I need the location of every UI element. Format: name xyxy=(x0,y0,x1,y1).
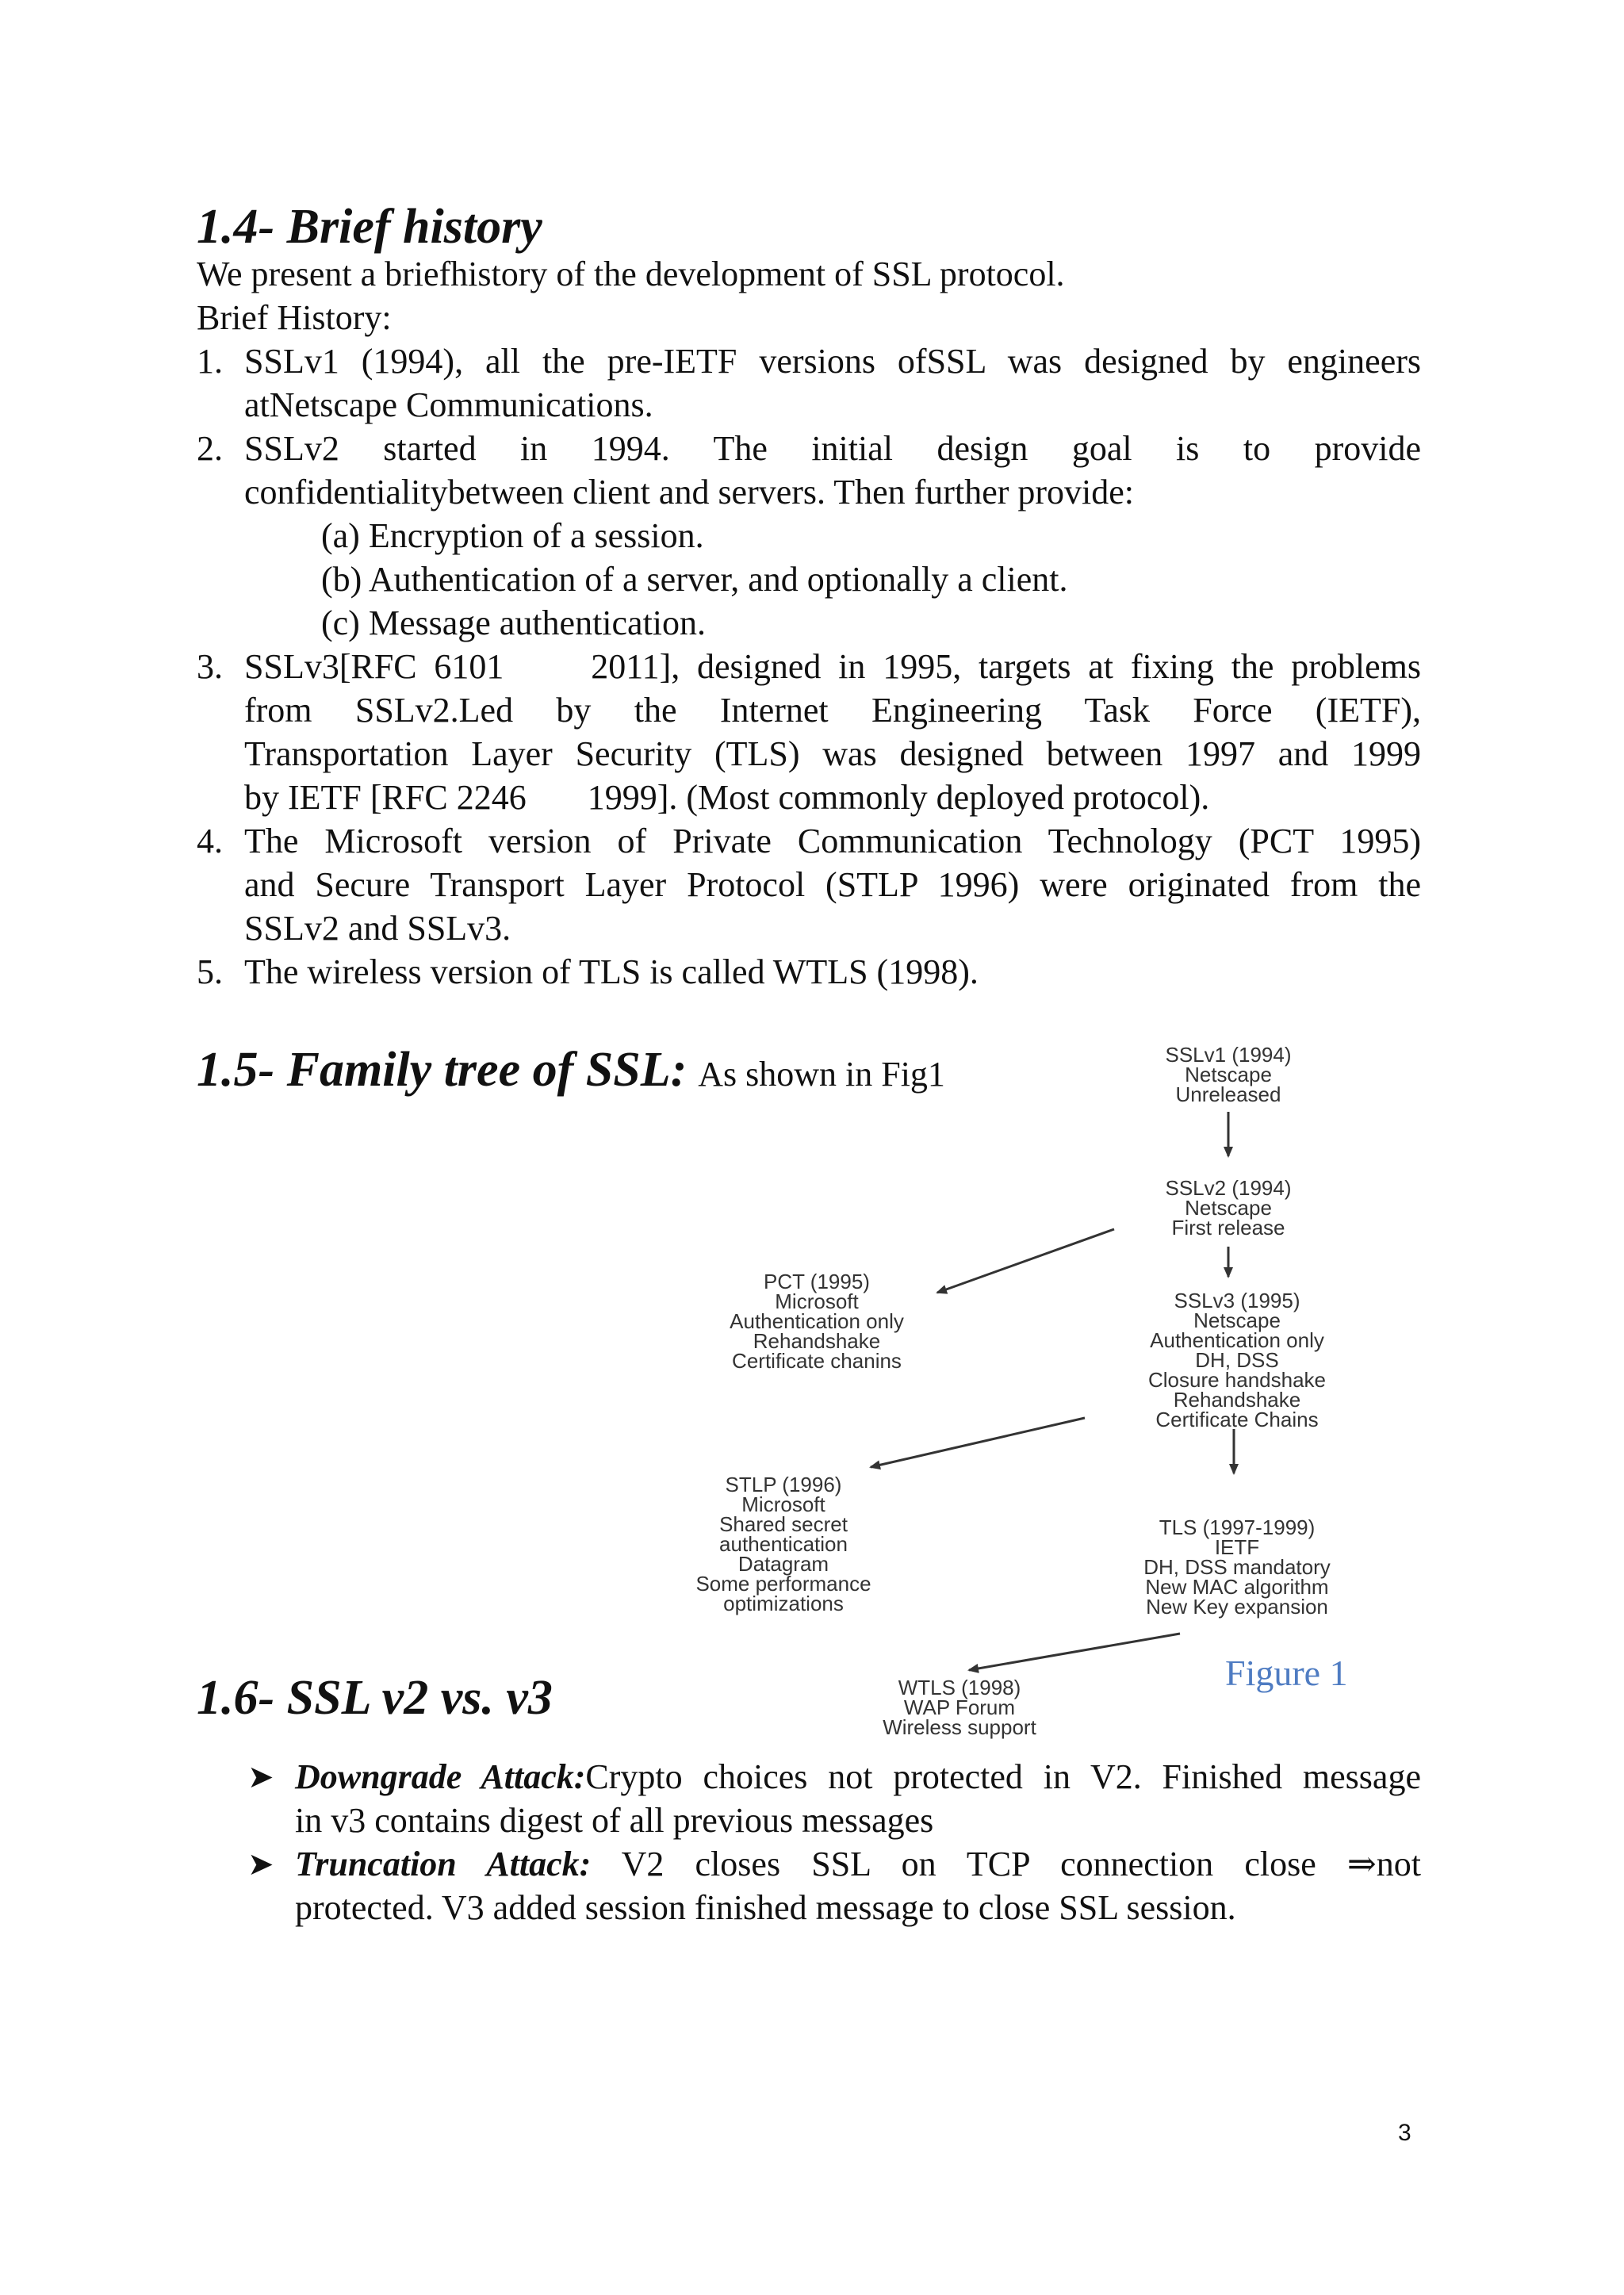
node-line: Certificate chanins xyxy=(732,1349,902,1373)
node-line: New Key expansion xyxy=(1146,1595,1328,1619)
intro-paragraph: We present a briefhistory of the development of SSL protocol. xyxy=(197,255,1065,293)
list-item-line: The wireless version of TLS is called WTLS (1998). xyxy=(244,952,979,991)
bullet-line: in v3 contains digest of all previous messages xyxy=(295,1801,934,1840)
list-number: 3. xyxy=(197,647,223,686)
bullet-term: Downgrade Attack: xyxy=(295,1757,586,1796)
node-line: Microsoft xyxy=(741,1492,825,1516)
node-line: Netscape xyxy=(1185,1196,1272,1220)
figure-reference: As shown in Fig1 xyxy=(698,1055,945,1094)
node-line: Some performance xyxy=(695,1572,871,1596)
sub-item: (b) Authentication of a server, and optionally a client. xyxy=(321,560,1068,599)
list-item-line: SSLv2 started in 1994. The initial design goal is to provide xyxy=(244,429,1421,468)
node-wtls xyxy=(841,1678,1078,1738)
bullet-line: protected. V3 added session finished message to close SSL session. xyxy=(295,1888,1236,1927)
list-item-line: atNetscape Communications. xyxy=(244,385,653,424)
node-line: Rehandshake xyxy=(753,1329,881,1353)
sub-item: (c) Message authentication. xyxy=(321,603,707,642)
node-line: DH, DSS mandatory xyxy=(1143,1555,1331,1579)
node-line: SSLv3 (1995) xyxy=(1174,1289,1300,1312)
list-item-line: and Secure Transport Layer Protocol (STLP 1996) were originated from the xyxy=(244,865,1421,904)
node-line: New MAC algorithm xyxy=(1145,1575,1329,1599)
list-item-line: confidentialitybetween client and servers. Then further provide: xyxy=(244,473,1134,511)
list-number: 4. xyxy=(197,822,223,860)
arrow-sslv2-pct xyxy=(937,1229,1114,1293)
node-line: DH, DSS xyxy=(1195,1348,1279,1372)
node-line: Closure handshake xyxy=(1147,1368,1327,1392)
node-tls xyxy=(1098,1515,1376,1619)
node-line: Unreleased xyxy=(1175,1082,1281,1106)
node-stlp xyxy=(647,1475,920,1614)
figure-caption: Figure 1 xyxy=(1225,1653,1348,1693)
node-pct xyxy=(682,1272,952,1371)
node-line: Wireless support xyxy=(883,1715,1036,1739)
list-item-line: SSLv2 and SSLv3. xyxy=(244,909,511,948)
list-item-line: from SSLv2.Led by the Internet Engineering Task Force (IETF), xyxy=(244,691,1421,730)
node-line: Netscape xyxy=(1193,1308,1281,1332)
node-line: optimizations xyxy=(723,1592,844,1615)
node-line: WTLS (1998) xyxy=(898,1676,1021,1699)
node-line: WAP Forum xyxy=(903,1695,1016,1719)
node-line: Certificate Chains xyxy=(1155,1408,1319,1431)
arrow-tls-wtls xyxy=(969,1634,1180,1670)
node-line: Microsoft xyxy=(775,1289,859,1313)
list-number: 1. xyxy=(197,342,223,381)
arrow-bullet-icon: ➤ xyxy=(247,1846,274,1882)
arrow-bullet-icon: ➤ xyxy=(247,1759,274,1795)
node-line: authentication xyxy=(719,1532,848,1556)
node-line: STLP (1996) xyxy=(725,1473,842,1496)
node-line: SSLv2 (1994) xyxy=(1165,1176,1292,1200)
bullet-text: V2 closes SSL on TCP connection close ⇒not xyxy=(621,1845,1421,1883)
node-line: First release xyxy=(1171,1216,1285,1239)
bullet-term: Truncation Attack: xyxy=(295,1845,592,1883)
list-item-line: The Microsoft version of Private Communication Technology (PCT 1995) xyxy=(244,822,1421,860)
node-sslv3 xyxy=(1102,1291,1372,1430)
list-number: 5. xyxy=(197,952,223,991)
bullet-text: Crypto choices not protected in V2. Finished message xyxy=(585,1757,1421,1796)
section-heading-1-4: 1.4- Brief history xyxy=(197,200,542,254)
brief-history-label: Brief History: xyxy=(197,298,392,337)
node-line: Authentication only xyxy=(730,1309,904,1333)
list-item-line: SSLv3[RFC 6101 2011], designed in 1995, targets at fixing the problems xyxy=(244,647,1421,686)
node-line: IETF xyxy=(1214,1535,1260,1559)
list-item-line: by IETF [RFC 2246 1999]. (Most commonly deployed protocol). xyxy=(244,778,1210,817)
node-sslv1 xyxy=(1149,1045,1308,1105)
section-heading-1-5: 1.5- Family tree of SSL: xyxy=(197,1043,688,1097)
node-line: Netscape xyxy=(1185,1063,1272,1086)
node-line: SSLv1 (1994) xyxy=(1165,1043,1292,1067)
bullet-line xyxy=(295,1755,1421,1799)
page-number: 3 xyxy=(1398,2120,1411,2146)
node-sslv2 xyxy=(1141,1178,1316,1238)
bullet-line xyxy=(295,1842,1421,1886)
node-line: TLS (1997-1999) xyxy=(1159,1515,1316,1539)
node-line: PCT (1995) xyxy=(764,1270,870,1293)
node-line: Datagram xyxy=(737,1552,829,1576)
node-line: Rehandshake xyxy=(1173,1388,1301,1412)
list-number: 2. xyxy=(197,429,223,468)
list-item-line: Transportation Layer Security (TLS) was designed between 1997 and 1999 xyxy=(244,734,1421,773)
sub-item: (a) Encryption of a session. xyxy=(321,516,704,555)
section-heading-1-6: 1.6- SSL v2 vs. v3 xyxy=(197,1671,553,1725)
list-item-line: SSLv1 (1994), all the pre-IETF versions ofSSL was designed by engineers xyxy=(244,342,1421,381)
node-line: Shared secret xyxy=(719,1512,848,1536)
arrow-sslv3-stlp xyxy=(871,1418,1085,1467)
node-line: Authentication only xyxy=(1150,1328,1324,1352)
